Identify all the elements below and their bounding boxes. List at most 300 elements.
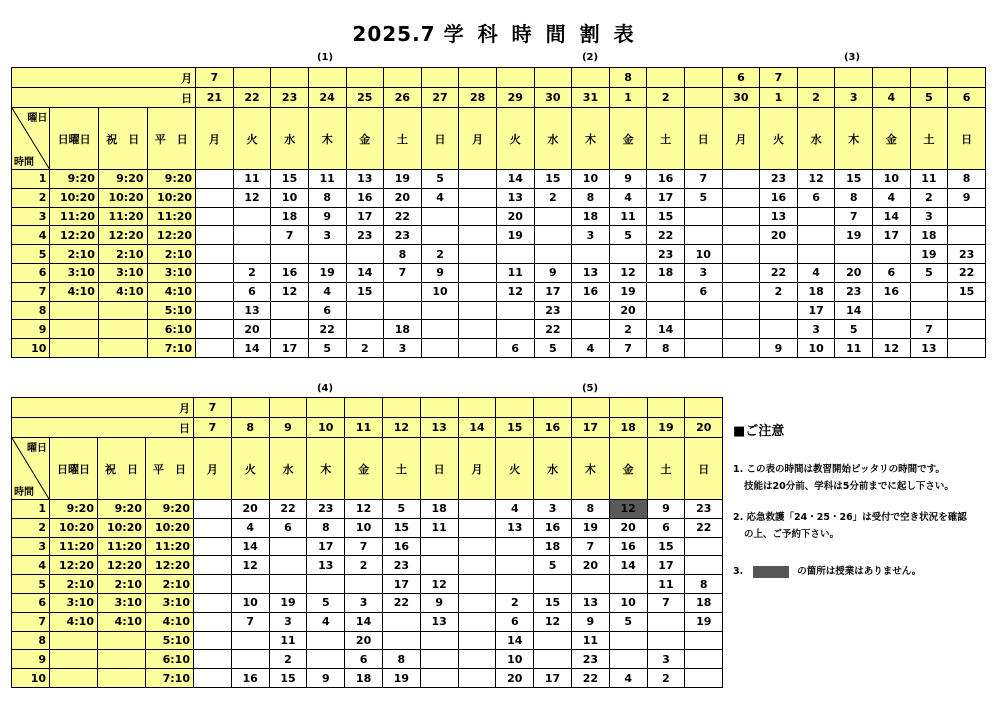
holiday-time: 10:20 — [98, 188, 147, 207]
lesson-cell — [722, 320, 760, 339]
lesson-cell: 2 — [760, 282, 798, 301]
weekday-cell: 火 — [233, 108, 271, 170]
lesson-cell: 3 — [308, 226, 346, 245]
lesson-cell: 14 — [345, 612, 383, 631]
lesson-cell — [382, 612, 420, 631]
page-title — [0, 18, 1000, 47]
lesson-cell: 19 — [571, 518, 609, 537]
month-cell — [420, 398, 458, 418]
lesson-cell: 6 — [269, 518, 307, 537]
lesson-cell: 22 — [760, 263, 798, 282]
sunday-time: 9:20 — [50, 170, 99, 189]
lesson-cell — [722, 263, 760, 282]
note-3-text: の箇所は授業はありません。 — [797, 566, 922, 577]
lesson-cell: 13 — [571, 593, 609, 612]
month-cell — [948, 68, 986, 88]
lesson-cell: 4 — [572, 339, 610, 358]
weekday-time: 3:10 — [147, 263, 196, 282]
lesson-cell: 15 — [534, 170, 572, 189]
lesson-cell: 9 — [420, 593, 458, 612]
holiday-time: 4:10 — [98, 612, 146, 631]
period-number: 9 — [12, 320, 50, 339]
lesson-cell: 2 — [910, 188, 948, 207]
lesson-cell — [231, 575, 269, 594]
period-number: 2 — [12, 518, 50, 537]
holiday-header: 祝 日 — [98, 438, 146, 500]
weekday-time: 11:20 — [147, 207, 196, 226]
lesson-cell: 3 — [534, 500, 572, 519]
table-row — [12, 245, 986, 264]
weekday-cell: 火 — [760, 108, 798, 170]
lesson-cell — [233, 226, 271, 245]
lesson-cell — [948, 226, 986, 245]
lesson-cell: 13 — [910, 339, 948, 358]
period-number: 7 — [12, 612, 50, 631]
lesson-cell: 3 — [797, 320, 835, 339]
lesson-cell: 17 — [382, 575, 420, 594]
month-cell — [345, 398, 383, 418]
day-cell: 18 — [609, 418, 647, 438]
jikan-label: 時間 — [14, 487, 34, 498]
month-cell — [233, 68, 271, 88]
lesson-cell: 16 — [534, 518, 572, 537]
lesson-cell: 5 — [609, 226, 647, 245]
lesson-cell — [194, 631, 232, 650]
month-cell: 6 — [722, 68, 760, 88]
lesson-cell: 15 — [269, 669, 307, 688]
weekday-cell: 日 — [948, 108, 986, 170]
table-row — [12, 170, 986, 189]
weekday-time: 7:10 — [146, 669, 194, 688]
lesson-cell: 12 — [873, 339, 911, 358]
lesson-cell — [458, 631, 496, 650]
sunday-time: 9:20 — [50, 500, 98, 519]
lesson-cell: 20 — [233, 320, 271, 339]
weekday-row — [12, 438, 723, 500]
lesson-cell — [534, 631, 572, 650]
group-label-2: (2) — [581, 52, 599, 63]
lesson-cell — [685, 556, 723, 575]
holiday-time — [98, 650, 146, 669]
lesson-cell — [534, 226, 572, 245]
lesson-cell: 6 — [684, 282, 722, 301]
lesson-cell — [722, 170, 760, 189]
lesson-cell — [948, 339, 986, 358]
weekday-cell: 金 — [346, 108, 384, 170]
lesson-cell: 23 — [384, 226, 422, 245]
lesson-cell: 11 — [835, 339, 873, 358]
weekday-cell: 火 — [496, 438, 534, 500]
holiday-time — [98, 301, 147, 320]
table-row — [12, 631, 723, 650]
sunday-time: 2:10 — [50, 245, 99, 264]
table-row — [12, 593, 723, 612]
weekday-cell: 金 — [609, 438, 647, 500]
lesson-cell: 6 — [647, 518, 685, 537]
lesson-cell — [458, 556, 496, 575]
lesson-cell: 19 — [384, 170, 422, 189]
lesson-cell: 8 — [647, 339, 685, 358]
lesson-cell — [609, 631, 647, 650]
table-row — [12, 263, 986, 282]
weekday-cell: 水 — [269, 438, 307, 500]
lesson-cell — [684, 207, 722, 226]
title-prefix: 2025.7 — [352, 22, 436, 46]
lesson-cell — [459, 170, 497, 189]
day-cell: 1 — [609, 88, 647, 108]
lesson-cell: 5 — [910, 263, 948, 282]
day-cell: 24 — [308, 88, 346, 108]
lesson-cell: 13 — [233, 301, 271, 320]
note-3 — [733, 563, 995, 580]
lesson-cell: 17 — [534, 282, 572, 301]
day-cell: 25 — [346, 88, 384, 108]
weekday-time: 6:10 — [146, 650, 194, 669]
sunday-time — [50, 631, 98, 650]
sunday-time — [50, 339, 99, 358]
day-label: 日 — [12, 418, 194, 438]
lesson-cell: 7 — [647, 593, 685, 612]
month-cell: 7 — [196, 68, 234, 88]
lesson-cell — [233, 207, 271, 226]
lesson-cell: 22 — [534, 320, 572, 339]
sunday-time — [50, 320, 99, 339]
sunday-time — [50, 650, 98, 669]
lesson-cell: 19 — [269, 593, 307, 612]
lesson-cell — [873, 301, 911, 320]
lesson-cell: 22 — [948, 263, 986, 282]
lesson-cell: 16 — [760, 188, 798, 207]
weekday-cell: 月 — [194, 438, 232, 500]
month-cell — [271, 68, 309, 88]
lesson-cell: 23 — [571, 650, 609, 669]
lesson-cell — [797, 245, 835, 264]
month-cell — [534, 68, 572, 88]
holiday-time: 3:10 — [98, 263, 147, 282]
lesson-cell — [873, 320, 911, 339]
month-cell — [684, 68, 722, 88]
weekday-cell: 火 — [496, 108, 534, 170]
lesson-cell: 4 — [308, 282, 346, 301]
weekday-cell: 日 — [420, 438, 458, 500]
lesson-cell: 14 — [873, 207, 911, 226]
sunday-time: 3:10 — [50, 593, 98, 612]
lesson-cell: 2 — [346, 339, 384, 358]
lesson-cell: 19 — [685, 612, 723, 631]
lesson-cell: 13 — [496, 518, 534, 537]
lesson-cell — [459, 301, 497, 320]
lesson-cell: 9 — [647, 500, 685, 519]
lesson-cell: 12 — [345, 500, 383, 519]
lesson-cell — [458, 500, 496, 519]
sunday-time: 2:10 — [50, 575, 98, 594]
table-row — [12, 556, 723, 575]
holiday-time: 12:20 — [98, 226, 147, 245]
lesson-cell: 6 — [496, 339, 534, 358]
weekday-cell: 金 — [873, 108, 911, 170]
weekday-time: 2:10 — [146, 575, 194, 594]
weekday-cell: 木 — [307, 438, 345, 500]
lesson-cell — [760, 301, 798, 320]
lesson-cell — [722, 226, 760, 245]
lesson-cell: 16 — [271, 263, 309, 282]
lesson-cell: 4 — [496, 500, 534, 519]
month-cell — [346, 68, 384, 88]
holiday-time: 9:20 — [98, 170, 147, 189]
weekday-time: 2:10 — [147, 245, 196, 264]
day-cell: 21 — [196, 88, 234, 108]
lesson-cell — [458, 518, 496, 537]
lesson-cell: 18 — [384, 320, 422, 339]
group-label-1: (1) — [316, 52, 334, 63]
holiday-time: 2:10 — [98, 575, 146, 594]
lesson-cell — [421, 207, 459, 226]
lesson-cell — [459, 263, 497, 282]
table-row — [12, 282, 986, 301]
day-cell: 11 — [345, 418, 383, 438]
weekday-time: 7:10 — [147, 339, 196, 358]
corner-diagonal — [12, 438, 49, 499]
day-cell: 31 — [572, 88, 610, 108]
lesson-cell: 17 — [271, 339, 309, 358]
lesson-cell: 22 — [384, 207, 422, 226]
period-number: 4 — [12, 556, 50, 575]
lesson-cell: 2 — [609, 320, 647, 339]
lesson-cell: 16 — [873, 282, 911, 301]
sunday-time: 10:20 — [50, 188, 99, 207]
lesson-cell — [421, 339, 459, 358]
lesson-cell: 9 — [534, 263, 572, 282]
weekday-cell: 木 — [308, 108, 346, 170]
month-cell — [231, 398, 269, 418]
youbi-label: 曜日 — [27, 443, 47, 454]
lesson-cell: 5 — [382, 500, 420, 519]
lesson-cell: 10 — [496, 650, 534, 669]
lesson-cell — [910, 301, 948, 320]
lesson-cell — [722, 339, 760, 358]
lesson-cell: 13 — [346, 170, 384, 189]
lesson-cell: 10 — [572, 170, 610, 189]
lesson-cell: 20 — [231, 500, 269, 519]
lesson-cell — [609, 650, 647, 669]
table-row — [12, 188, 986, 207]
lesson-cell: 12 — [233, 188, 271, 207]
holiday-header: 祝 日 — [98, 108, 147, 170]
lesson-cell — [722, 188, 760, 207]
lesson-cell — [647, 301, 685, 320]
sunday-time: 11:20 — [50, 207, 99, 226]
sunday-time: 10:20 — [50, 518, 98, 537]
month-cell — [910, 68, 948, 88]
lesson-cell — [346, 301, 384, 320]
lesson-cell: 9 — [307, 669, 345, 688]
sunday-time: 4:10 — [50, 282, 99, 301]
month-cell — [534, 398, 572, 418]
lesson-cell: 18 — [271, 207, 309, 226]
lesson-cell: 20 — [345, 631, 383, 650]
lesson-cell: 2 — [345, 556, 383, 575]
lesson-cell — [421, 320, 459, 339]
weekday-cell: 土 — [647, 438, 685, 500]
day-cell: 15 — [496, 418, 534, 438]
lesson-cell — [458, 593, 496, 612]
lesson-cell: 10 — [231, 593, 269, 612]
lesson-cell: 7 — [384, 263, 422, 282]
day-cell: 8 — [231, 418, 269, 438]
lesson-cell: 15 — [346, 282, 384, 301]
lesson-cell: 16 — [572, 282, 610, 301]
day-cell: 16 — [534, 418, 572, 438]
lesson-cell: 8 — [384, 245, 422, 264]
lesson-cell: 19 — [835, 226, 873, 245]
lesson-cell — [722, 301, 760, 320]
lesson-cell — [194, 537, 232, 556]
lesson-cell: 23 — [760, 170, 798, 189]
lesson-cell: 4 — [797, 263, 835, 282]
lesson-cell — [797, 226, 835, 245]
day-cell: 17 — [571, 418, 609, 438]
month-cell — [496, 68, 534, 88]
day-cell: 29 — [496, 88, 534, 108]
lesson-cell: 10 — [609, 593, 647, 612]
lesson-cell: 5 — [534, 339, 572, 358]
sunday-time: 12:20 — [50, 556, 98, 575]
lesson-cell: 7 — [684, 170, 722, 189]
weekday-cell: 水 — [534, 438, 572, 500]
lesson-cell — [307, 575, 345, 594]
lesson-cell — [231, 631, 269, 650]
lesson-cell: 15 — [647, 207, 685, 226]
lesson-cell — [685, 537, 723, 556]
lesson-cell — [722, 282, 760, 301]
lesson-cell: 4 — [873, 188, 911, 207]
lesson-cell: 14 — [835, 301, 873, 320]
lesson-cell — [271, 245, 309, 264]
table-row — [12, 339, 986, 358]
lesson-cell: 17 — [797, 301, 835, 320]
period-number: 1 — [12, 500, 50, 519]
lesson-cell: 11 — [496, 263, 534, 282]
lesson-cell: 17 — [534, 669, 572, 688]
lesson-cell: 9 — [308, 207, 346, 226]
weekday-cell: 日 — [685, 438, 723, 500]
month-cell — [647, 398, 685, 418]
lesson-cell — [459, 282, 497, 301]
lesson-cell: 9 — [421, 263, 459, 282]
weekday-cell: 月 — [196, 108, 234, 170]
lesson-cell: 8 — [835, 188, 873, 207]
month-cell — [571, 398, 609, 418]
lesson-cell: 9 — [760, 339, 798, 358]
weekday-cell: 日 — [684, 108, 722, 170]
lesson-cell: 4 — [609, 669, 647, 688]
lesson-cell: 7 — [835, 207, 873, 226]
lesson-cell — [948, 301, 986, 320]
lesson-cell: 20 — [496, 669, 534, 688]
lesson-cell — [307, 650, 345, 669]
lesson-cell: 18 — [797, 282, 835, 301]
lesson-cell — [459, 245, 497, 264]
weekday-cell: 土 — [382, 438, 420, 500]
lesson-cell — [760, 245, 798, 264]
lesson-cell: 23 — [685, 500, 723, 519]
lesson-cell: 23 — [382, 556, 420, 575]
lesson-cell — [233, 245, 271, 264]
table-row — [12, 207, 986, 226]
lesson-cell: 5 — [534, 556, 572, 575]
lesson-cell: 4 — [609, 188, 647, 207]
lesson-cell — [496, 301, 534, 320]
lesson-cell: 20 — [571, 556, 609, 575]
day-cell: 13 — [420, 418, 458, 438]
lesson-cell: 12 — [496, 282, 534, 301]
lesson-cell: 12 — [271, 282, 309, 301]
lesson-cell — [196, 188, 234, 207]
weekday-cell: 土 — [384, 108, 422, 170]
day-label: 日 — [12, 88, 196, 108]
weekday-time: 6:10 — [147, 320, 196, 339]
lesson-cell — [948, 320, 986, 339]
lesson-cell: 12 — [797, 170, 835, 189]
lesson-cell: 7 — [271, 226, 309, 245]
month-label: 月 — [12, 68, 196, 88]
lesson-cell: 23 — [307, 500, 345, 519]
lesson-cell — [684, 226, 722, 245]
lesson-cell: 5 — [421, 170, 459, 189]
lesson-cell: 15 — [534, 593, 572, 612]
holiday-time — [98, 320, 147, 339]
lesson-cell — [382, 631, 420, 650]
lesson-cell — [685, 631, 723, 650]
lesson-cell: 16 — [647, 170, 685, 189]
lesson-cell: 14 — [496, 631, 534, 650]
notes-panel — [733, 420, 995, 580]
lesson-cell: 10 — [345, 518, 383, 537]
lesson-cell: 18 — [685, 593, 723, 612]
lesson-cell: 11 — [233, 170, 271, 189]
lesson-cell — [420, 537, 458, 556]
lesson-cell: 11 — [609, 207, 647, 226]
lesson-cell: 11 — [308, 170, 346, 189]
lesson-cell: 22 — [571, 669, 609, 688]
lesson-cell: 22 — [308, 320, 346, 339]
lesson-cell: 2 — [269, 650, 307, 669]
lesson-cell: 20 — [609, 301, 647, 320]
lesson-cell: 11 — [269, 631, 307, 650]
lesson-cell: 9 — [609, 170, 647, 189]
holiday-time: 9:20 — [98, 500, 146, 519]
day-cell: 3 — [835, 88, 873, 108]
month-cell: 7 — [194, 398, 232, 418]
lesson-cell: 2 — [496, 593, 534, 612]
weekday-time: 9:20 — [147, 170, 196, 189]
weekday-cell: 水 — [797, 108, 835, 170]
table-row — [12, 669, 723, 688]
lesson-cell: 3 — [910, 207, 948, 226]
lesson-cell: 16 — [231, 669, 269, 688]
sunday-time: 4:10 — [50, 612, 98, 631]
lesson-cell: 11 — [647, 575, 685, 594]
period-number: 7 — [12, 282, 50, 301]
weekday-time: 5:10 — [147, 301, 196, 320]
lesson-cell: 16 — [346, 188, 384, 207]
lesson-cell — [271, 320, 309, 339]
day-cell: 1 — [760, 88, 798, 108]
lesson-cell: 5 — [609, 612, 647, 631]
lesson-cell: 12 — [420, 575, 458, 594]
lesson-cell: 18 — [647, 263, 685, 282]
lesson-cell: 13 — [572, 263, 610, 282]
